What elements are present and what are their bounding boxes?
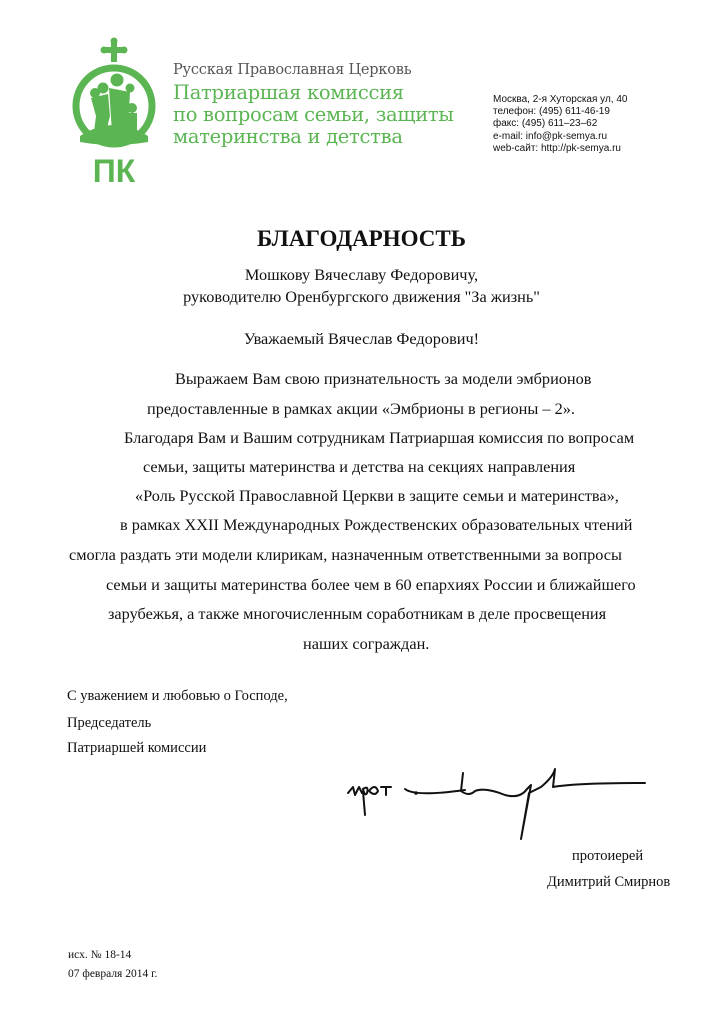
body-line: смогла раздать эти модели клирикам, назначенным ответственными за вопросы bbox=[69, 545, 622, 564]
website[interactable]: web-сайт: http://pk-semya.ru bbox=[493, 142, 621, 154]
fax: факс: (495) 611–23–62 bbox=[493, 118, 598, 130]
body-line: наших сограждан. bbox=[303, 634, 430, 653]
org-name-line: Патриаршая комиссия bbox=[173, 81, 404, 104]
body-line: семьи, защиты материнства и детства на секциях направления bbox=[143, 457, 576, 476]
logo-monogram: ПК bbox=[92, 153, 136, 186]
recipient-line: Мошкову Вячеславу Федоровичу, bbox=[244, 265, 479, 284]
address: Москва, 2-я Хуторская ул, 40 bbox=[493, 94, 628, 105]
letter-title: БЛАГОДАРНОСТЬ bbox=[257, 226, 466, 251]
signer-name: Димитрий Смирнов bbox=[547, 874, 671, 890]
org-name bbox=[173, 82, 454, 148]
body-line: в рамках XXII Международных Рождественских образовательных чтений bbox=[120, 515, 633, 534]
commission-logo bbox=[70, 36, 158, 186]
contact-block bbox=[493, 94, 627, 155]
reference-number: исх. № 18-14 bbox=[68, 949, 132, 961]
body-line: «Роль Русской Православной Церкви в защите семьи и материнства», bbox=[135, 486, 619, 505]
body-line: семьи и защиты материнства более чем в 60 епархиях России и ближайшего bbox=[106, 575, 636, 594]
body-line: Выражаем Вам свою признательность за модели эмбрионов bbox=[175, 369, 592, 388]
body-line: предоставленные в рамках акции «Эмбрионы в регионы – 2». bbox=[147, 399, 575, 418]
org-name-line: материнства и детства bbox=[173, 125, 403, 148]
greeting: Уважаемый Вячеслав Федорович! bbox=[243, 329, 480, 348]
handwritten-signature bbox=[345, 763, 685, 843]
family-icon bbox=[80, 74, 148, 146]
cross-icon bbox=[101, 38, 128, 63]
closing-line: Председатель bbox=[67, 715, 152, 731]
phone: телефон: (495) 611-46-19 bbox=[493, 106, 610, 118]
org-name-line: по вопросам семьи, защиты bbox=[173, 103, 454, 126]
closing-line: Патриаршей комиссии bbox=[67, 740, 207, 756]
closing-line: С уважением и любовью о Господе, bbox=[67, 688, 288, 704]
org-church: Русская Православная Церковь bbox=[173, 62, 412, 78]
signer-title: протоиерей bbox=[572, 848, 644, 864]
recipient-line: руководителю Оренбургского движения "За жизнь" bbox=[183, 287, 540, 306]
letter-date: 07 февраля 2014 г. bbox=[68, 968, 158, 980]
email[interactable]: e-mail: info@pk-semya.ru bbox=[493, 130, 608, 142]
body-line: зарубежья, а также многочисленным соработникам в деле просвещения bbox=[108, 604, 607, 623]
body-line: Благодаря Вам и Вашим сотрудникам Патриаршая комиссия по вопросам bbox=[124, 428, 635, 447]
